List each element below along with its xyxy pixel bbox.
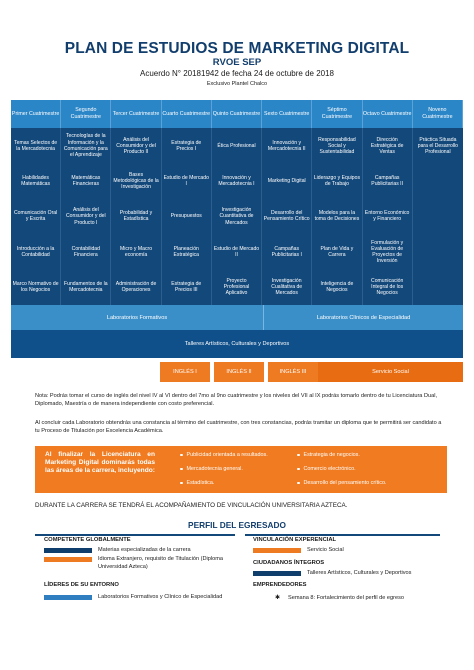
subject-cell: Liderazgo y Equipos de Trabajo <box>312 163 362 198</box>
divider <box>245 534 440 536</box>
labs-formativos-band: Laboratorios Formativos <box>11 305 263 330</box>
subject-cell: Introducción a la Contabilidad <box>11 234 61 269</box>
skills-box <box>35 446 447 493</box>
subject-cell: Temas Selectos de la Mercadotecnia <box>11 128 61 163</box>
subject-cell: Innovación y Mercadotecnia II <box>262 128 312 163</box>
subject-cell: Ética Profesional <box>212 128 262 163</box>
subject-cell: Comunicación Integral de los Negocios <box>363 270 413 305</box>
semester-header: Primer Cuatrimestre <box>11 100 61 128</box>
subject-cell <box>413 163 463 198</box>
campus-text: Exclusivo Plantel Chalco <box>206 81 268 87</box>
skill-bullet: Estadística. <box>180 480 214 486</box>
subject-cell: Proyecto Profesional Aplicativo <box>212 270 262 305</box>
subject-cell: Investigación Cuantitativa de Mercados <box>212 199 262 234</box>
subject-cell: Marco Normativo de los Negocios <box>11 270 61 305</box>
vinculacion-statement: DURANTE LA CARRERA SE TENDRÁ EL ACOMPAÑAMIENTO DE VINCULACIÓN UNIVERSITARIA AZTECA. <box>35 502 348 509</box>
subject-cell: Fundamentos de la Mercadotecnia <box>61 270 111 305</box>
perfil-title: PERFIL DEL EGRESADO <box>188 520 286 530</box>
legend-item: Materias especializadas de la carrera <box>44 547 191 553</box>
talleres-band: Talleres Artísticos, Culturales y Deportivos <box>11 330 463 358</box>
subject-cell: Estudio de Mercado II <box>212 234 262 269</box>
page-subtitle: RVOE SEP <box>212 57 262 68</box>
subject-cell: Dirección Estratégica de Ventas <box>363 128 413 163</box>
subject-cell: Estudio de Mercado I <box>162 163 212 198</box>
emprendedores-heading: EMPRENDEDORES <box>253 582 307 588</box>
ingles-1-band: INGLÉS I <box>160 362 210 382</box>
bullet-icon: ✱ <box>275 595 281 601</box>
subject-cell: Práctica Situada para el Desarrollo Profesional <box>417 136 458 155</box>
semester-header: Sexto Cuatrimestre <box>262 100 312 128</box>
subject-cell: Formulación y Evaluación de Proyectos de Inversión <box>363 234 413 269</box>
bullet-dot-icon <box>180 482 183 485</box>
subject-cell: Entorno Económico y Financiero <box>363 199 413 234</box>
subject-cell: Estrategia de Precios III <box>162 270 212 305</box>
subject-cell: Innovación y Mercadotecnia I <box>212 163 262 198</box>
page-title: PLAN DE ESTUDIOS DE MARKETING DIGITAL <box>64 40 410 57</box>
subject-cell <box>413 199 463 234</box>
bullet-dot-icon <box>297 454 300 457</box>
navy-swatch <box>253 571 301 576</box>
subject-cell: Análisis del Consumidor y del Producto I <box>61 199 111 234</box>
subject-cell: Comunicación Oral y Escrita <box>11 199 61 234</box>
skill-bullet: Estrategia de negocios. <box>297 452 360 458</box>
subject-cell: Matemáticas Financieras <box>61 163 111 198</box>
semester-header: Octavo Cuatrimestre <box>363 100 413 128</box>
subject-cell: Desarrollo del Pensamiento Crítico <box>262 199 312 234</box>
blue-swatch <box>44 595 92 600</box>
legend-item: Laboratorios Formativos y Clínico de Especialidad <box>44 594 222 600</box>
skill-bullet: Mercadotecnia general. <box>180 466 243 472</box>
semester-header: Cuarto Cuatrimestre <box>162 100 212 128</box>
labs-clinicos-band: Laboratorios Clínicos de Especialidad <box>263 305 463 330</box>
subject-cell: Análisis del Consumidor y del Producto II <box>111 128 161 163</box>
legend-item: Talleres Artísticos, Culturales y Deportivos <box>253 570 411 576</box>
ingles-2-band: INGLÉS II <box>214 362 264 382</box>
subject-cell: Probabilidad y Estadística <box>111 199 161 234</box>
bullet-dot-icon <box>297 468 300 471</box>
skills-intro: Al finalizar la Licenciatura en Marketing Digital dominarás todas las áreas de la carrera, incluyendo: <box>45 451 155 474</box>
skill-bullet: Desarrollo del pensamiento crítico. <box>297 480 387 486</box>
subject-cell: Administración de Operaciones <box>111 270 161 305</box>
subject-cell: Campañas Publicitarias I <box>262 234 312 269</box>
subject-cell: Investigación Cualitativa de Mercados <box>262 270 312 305</box>
subject-cell: Campañas Publicitarias II <box>363 163 413 198</box>
skill-bullet: Comercio electrónico. <box>297 466 356 472</box>
ciudadanos-heading: CIUDADANOS ÍNTEGROS <box>253 560 325 566</box>
ingles-note: Nota: Podrás tomar el curso de inglés del nivel IV al VI dentro del 7mo al 9no cuatrimestre y los niveles del VII al IX podrás tomarlo dentro de tu Licenciatura Dual, Diplomado, Maestría o de manera independiente con costo preferencial. <box>35 393 438 408</box>
subject-cell: Contabilidad Financiera <box>61 234 111 269</box>
subject-cell: Plan de Vida y Carrera <box>312 234 362 269</box>
vinculacion-heading: VINCULACIÓN EXPERENCIAL <box>253 537 337 543</box>
subject-cell <box>413 270 463 305</box>
legend-item: Idioma Extranjero, requisito de Titulación (Diploma Universidad Azteca) <box>44 556 228 571</box>
lideres-heading: LÍDERES DE SU ENTORNO <box>44 582 119 588</box>
subject-cell: Marketing Digital <box>262 163 312 198</box>
navy-swatch <box>44 548 92 553</box>
semester-header: Quinto Cuatrimestre <box>212 100 262 128</box>
semester-header: Tercer Cuatrimestre <box>111 100 161 128</box>
orange-swatch <box>253 548 301 553</box>
subject-cell: Tecnologías de la Información y la Comunicación para el Aprendizaje <box>61 128 111 163</box>
subject-cell: Micro y Macro economía <box>111 234 161 269</box>
subject-cell: Planeación Estratégica <box>162 234 212 269</box>
divider <box>35 534 235 536</box>
servicio-social-band: Servicio Social <box>318 362 463 382</box>
subject-cell: Inteligencia de Negocios <box>312 270 362 305</box>
subject-cell <box>413 234 463 269</box>
semester-header: Noveno Cuatrimestre <box>413 100 463 128</box>
competente-heading: COMPETENTE GLOBALMENTE <box>44 537 131 543</box>
subject-cell: Modelos para la toma de Decisiones <box>312 199 362 234</box>
subject-cell: Bases Metodológicas de la Investigación <box>111 163 161 198</box>
orange-swatch <box>44 557 92 562</box>
bullet-dot-icon <box>180 468 183 471</box>
subject-cell: Presupuestos <box>162 199 212 234</box>
skill-bullet: Publicidad orientada a resultados. <box>180 452 268 458</box>
subject-cell: Responsabilidad Social y Sustentabilidad <box>312 128 362 163</box>
ingles-3-band: INGLÉS III <box>268 362 318 382</box>
emprendedores-item: ✱ Semana 8: Fortalecimiento del perfil de egreso <box>275 594 405 601</box>
bullet-dot-icon <box>297 482 300 485</box>
laboratorio-note: Al concluir cada Laboratorio obtendrás una constancia al término del cuatrimestre, con tres constancias, podrás tramitar un diploma que te permitirá ser candidato a tu Proceso de Titulación por Excelencia Académica. <box>35 420 442 435</box>
subject-cell: Estrategia de Precios I <box>162 128 212 163</box>
subject-cell: Habilidades Matemáticas <box>11 163 61 198</box>
semester-header: Séptimo Cuatrimestre <box>312 100 362 128</box>
legend-item: Servicio Social <box>253 547 344 553</box>
semester-header: Segundo Cuatrimestre <box>61 100 111 128</box>
agreement-text: Acuerdo N° 20181942 de fecha 24 de octubre de 2018 <box>139 69 334 78</box>
curriculum-grid <box>11 100 463 305</box>
bullet-dot-icon <box>180 454 183 457</box>
